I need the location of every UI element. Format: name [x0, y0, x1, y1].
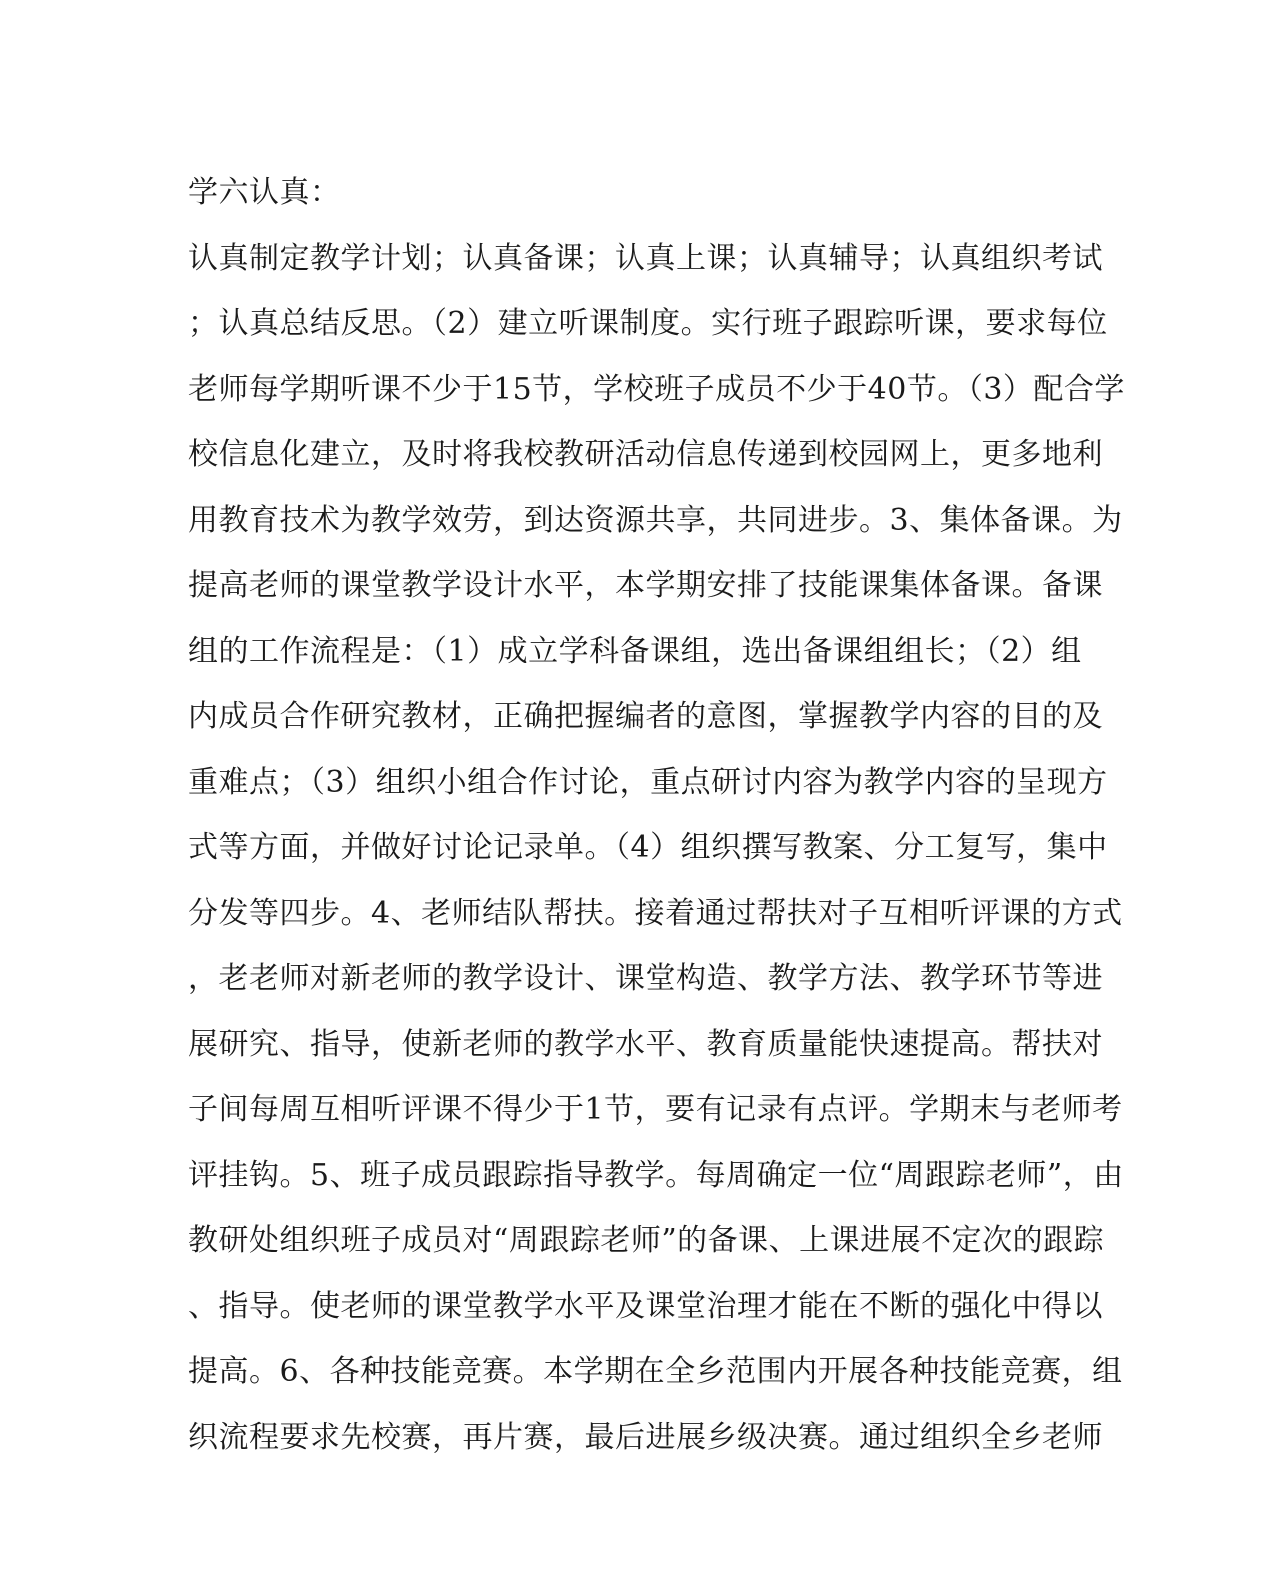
body-text [188, 160, 1125, 1470]
text-line: ，老老师对新老师的教学设计、课堂构造、教学方法、教学环节等进 [188, 961, 1103, 996]
text-line: 组的工作流程是：（1）成立学科备课组，选出备课组组长；（2）组 [188, 633, 1082, 669]
text-line: 织流程要求先校赛，再片赛，最后进展乡级决赛。通过组织全乡老师 [188, 1419, 1103, 1455]
text-line: 学六认真： [188, 175, 341, 210]
text-line: 老师每学期听课不少于15节，学校班子成员不少于40节。（3）配合学 [188, 371, 1125, 407]
text-line: 教研处组织班子成员对“周跟踪老师”的备课、上课进展不定次的跟踪 [188, 1223, 1105, 1258]
text-line: ；认真总结反思。（2）建立听课制度。实行班子跟踪听课，要求每位 [188, 306, 1108, 341]
text-line: 内成员合作研究教材，正确把握编者的意图，掌握教学内容的目的及 [188, 699, 1103, 734]
text-line: 重难点；（3）组织小组合作讨论，重点研讨内容为教学内容的呈现方 [188, 764, 1108, 800]
text-line: 评挂钩。5、班子成员跟踪指导教学。每周确定一位“周跟踪老师”，由 [188, 1157, 1124, 1193]
text-line: 校信息化建立，及时将我校教研活动信息传递到校园网上，更多地利 [188, 437, 1103, 472]
text-line: 提高老师的课堂教学设计水平，本学期安排了技能课集体备课。备课 [188, 568, 1103, 603]
text-line: 用教育技术为教学效劳，到达资源共享，共同进步。3、集体备课。为 [188, 502, 1123, 538]
text-line: 子间每周互相听评课不得少于1节，要有记录有点评。学期末与老师考 [188, 1092, 1123, 1127]
text-line: 式等方面，并做好讨论记录单。（4）组织撰写教案、分工复写，集中 [188, 830, 1108, 865]
text-line: 、指导。使老师的课堂教学水平及课堂治理才能在不断的强化中得以 [188, 1288, 1103, 1324]
text-line: 展研究、指导，使新老师的教学水平、教育质量能快速提高。帮扶对 [188, 1026, 1103, 1062]
text-line: 认真制定教学计划；认真备课；认真上课；认真辅导；认真组织考试 [188, 240, 1103, 276]
text-line: 分发等四步。4、老师结队帮扶。接着通过帮扶对子互相听评课的方式 [188, 895, 1123, 931]
text-line: 提高。6、各种技能竞赛。本学期在全乡范围内开展各种技能竞赛，组 [188, 1354, 1123, 1389]
